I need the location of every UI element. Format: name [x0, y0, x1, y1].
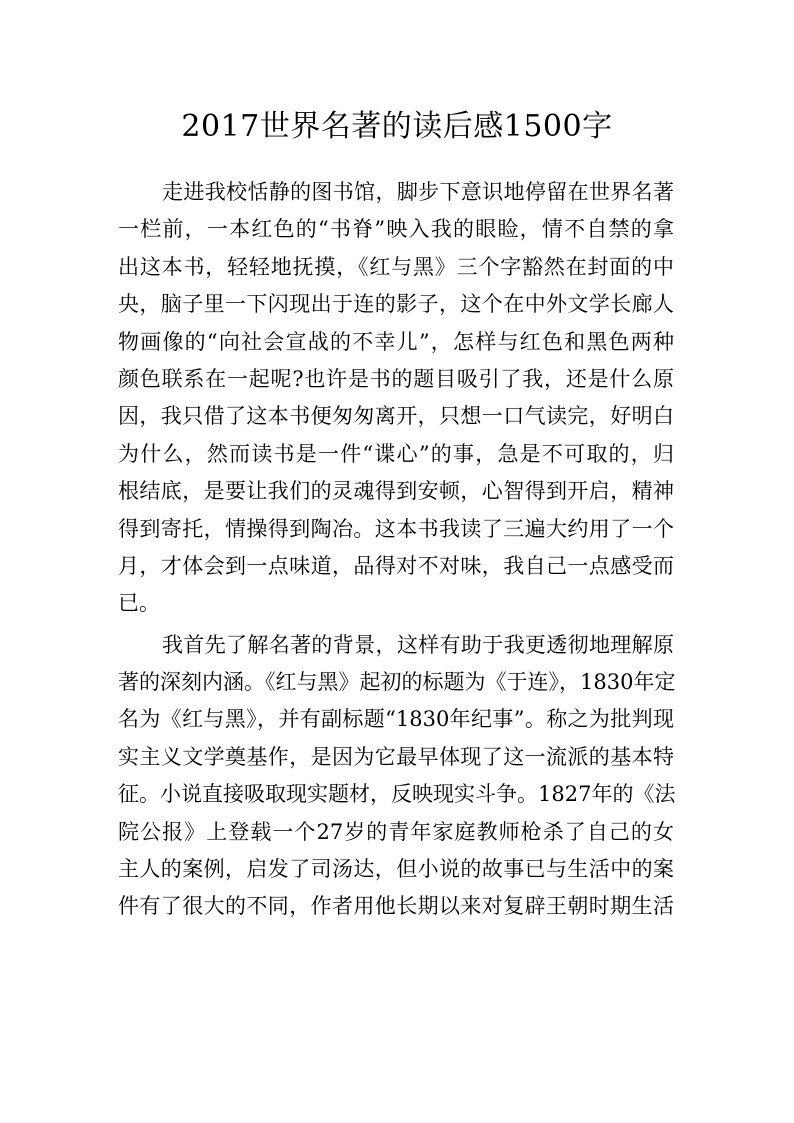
paragraph-1 — [118, 174, 674, 623]
paragraph-1-line-1: 走进我校恬静的图书馆，脚步下意识地停留在世界名著 — [162, 180, 674, 204]
paragraph-2-line-2: 著的深刻内涵。《红与黑》起初的标题为《于连》，1830年定 — [118, 670, 676, 695]
paragraph-2-line-8: 件有了很大的不同，作者用他长期以来对复辟王朝时期生活 — [118, 894, 674, 919]
paragraph-1-line-11: 月，才体会到一点味道，品得对不对味，我自己一点感受而 — [118, 553, 674, 578]
paragraph-2-line-3: 名为《红与黑》，并有副标题“1830年纪事”。称之为批判现 — [118, 707, 674, 732]
paragraph-2-line-7: 主人的案例，启发了司汤达，但小说的故事已与生活中的案 — [118, 857, 674, 882]
paragraph-2-line-5: 征。小说直接吸取现实题材，反映现实斗争。1827年的《法 — [118, 782, 676, 807]
paragraph-1-line-5: 物画像的“向社会宣战的不幸儿”，怎样与红色和黑色两种 — [118, 329, 674, 354]
document-title: 2017世界名著的读后感1500字 — [181, 109, 613, 144]
paragraph-1-line-6: 颜色联系在一起呢?也许是书的题目吸引了我，还是什么原 — [118, 366, 674, 391]
paragraph-1-line-2: 一栏前，一本红色的“书脊”映入我的眼睑，情不自禁的拿 — [118, 217, 674, 242]
paragraph-1-line-7: 因，我只借了这本书便匆匆离开，只想一口气读完，好明白 — [118, 404, 674, 429]
paragraph-1-line-12: 已。 — [118, 591, 160, 616]
paragraph-1-line-8: 为什么，然而读书是一件“谍心”的事，急是不可取的，归 — [118, 441, 674, 466]
paragraph-2 — [118, 627, 674, 926]
document-body — [118, 174, 674, 930]
paragraph-1-line-3: 出这本书，轻轻地抚摸，《红与黑》三个字豁然在封面的中 — [118, 254, 674, 279]
paragraph-1-line-10: 得到寄托，情操得到陶冶。这本书我读了三遍大约用了一个 — [118, 516, 674, 541]
paragraph-1-line-9: 根结底，是要让我们的灵魂得到安顿，心智得到开启，精神 — [118, 479, 674, 504]
paragraph-2-line-6: 院公报》上登载一个27岁的青年家庭教师枪杀了自己的女 — [118, 819, 674, 844]
paragraph-1-line-4: 央，脑子里一下闪现出于连的影子，这个在中外文学长廊人 — [118, 292, 674, 317]
paragraph-2-line-1: 我首先了解名著的背景，这样有助于我更透彻地理解原 — [162, 632, 674, 657]
paragraph-2-line-4: 实主义文学奠基作，是因为它最早体现了这一流派的基本特 — [118, 744, 674, 769]
